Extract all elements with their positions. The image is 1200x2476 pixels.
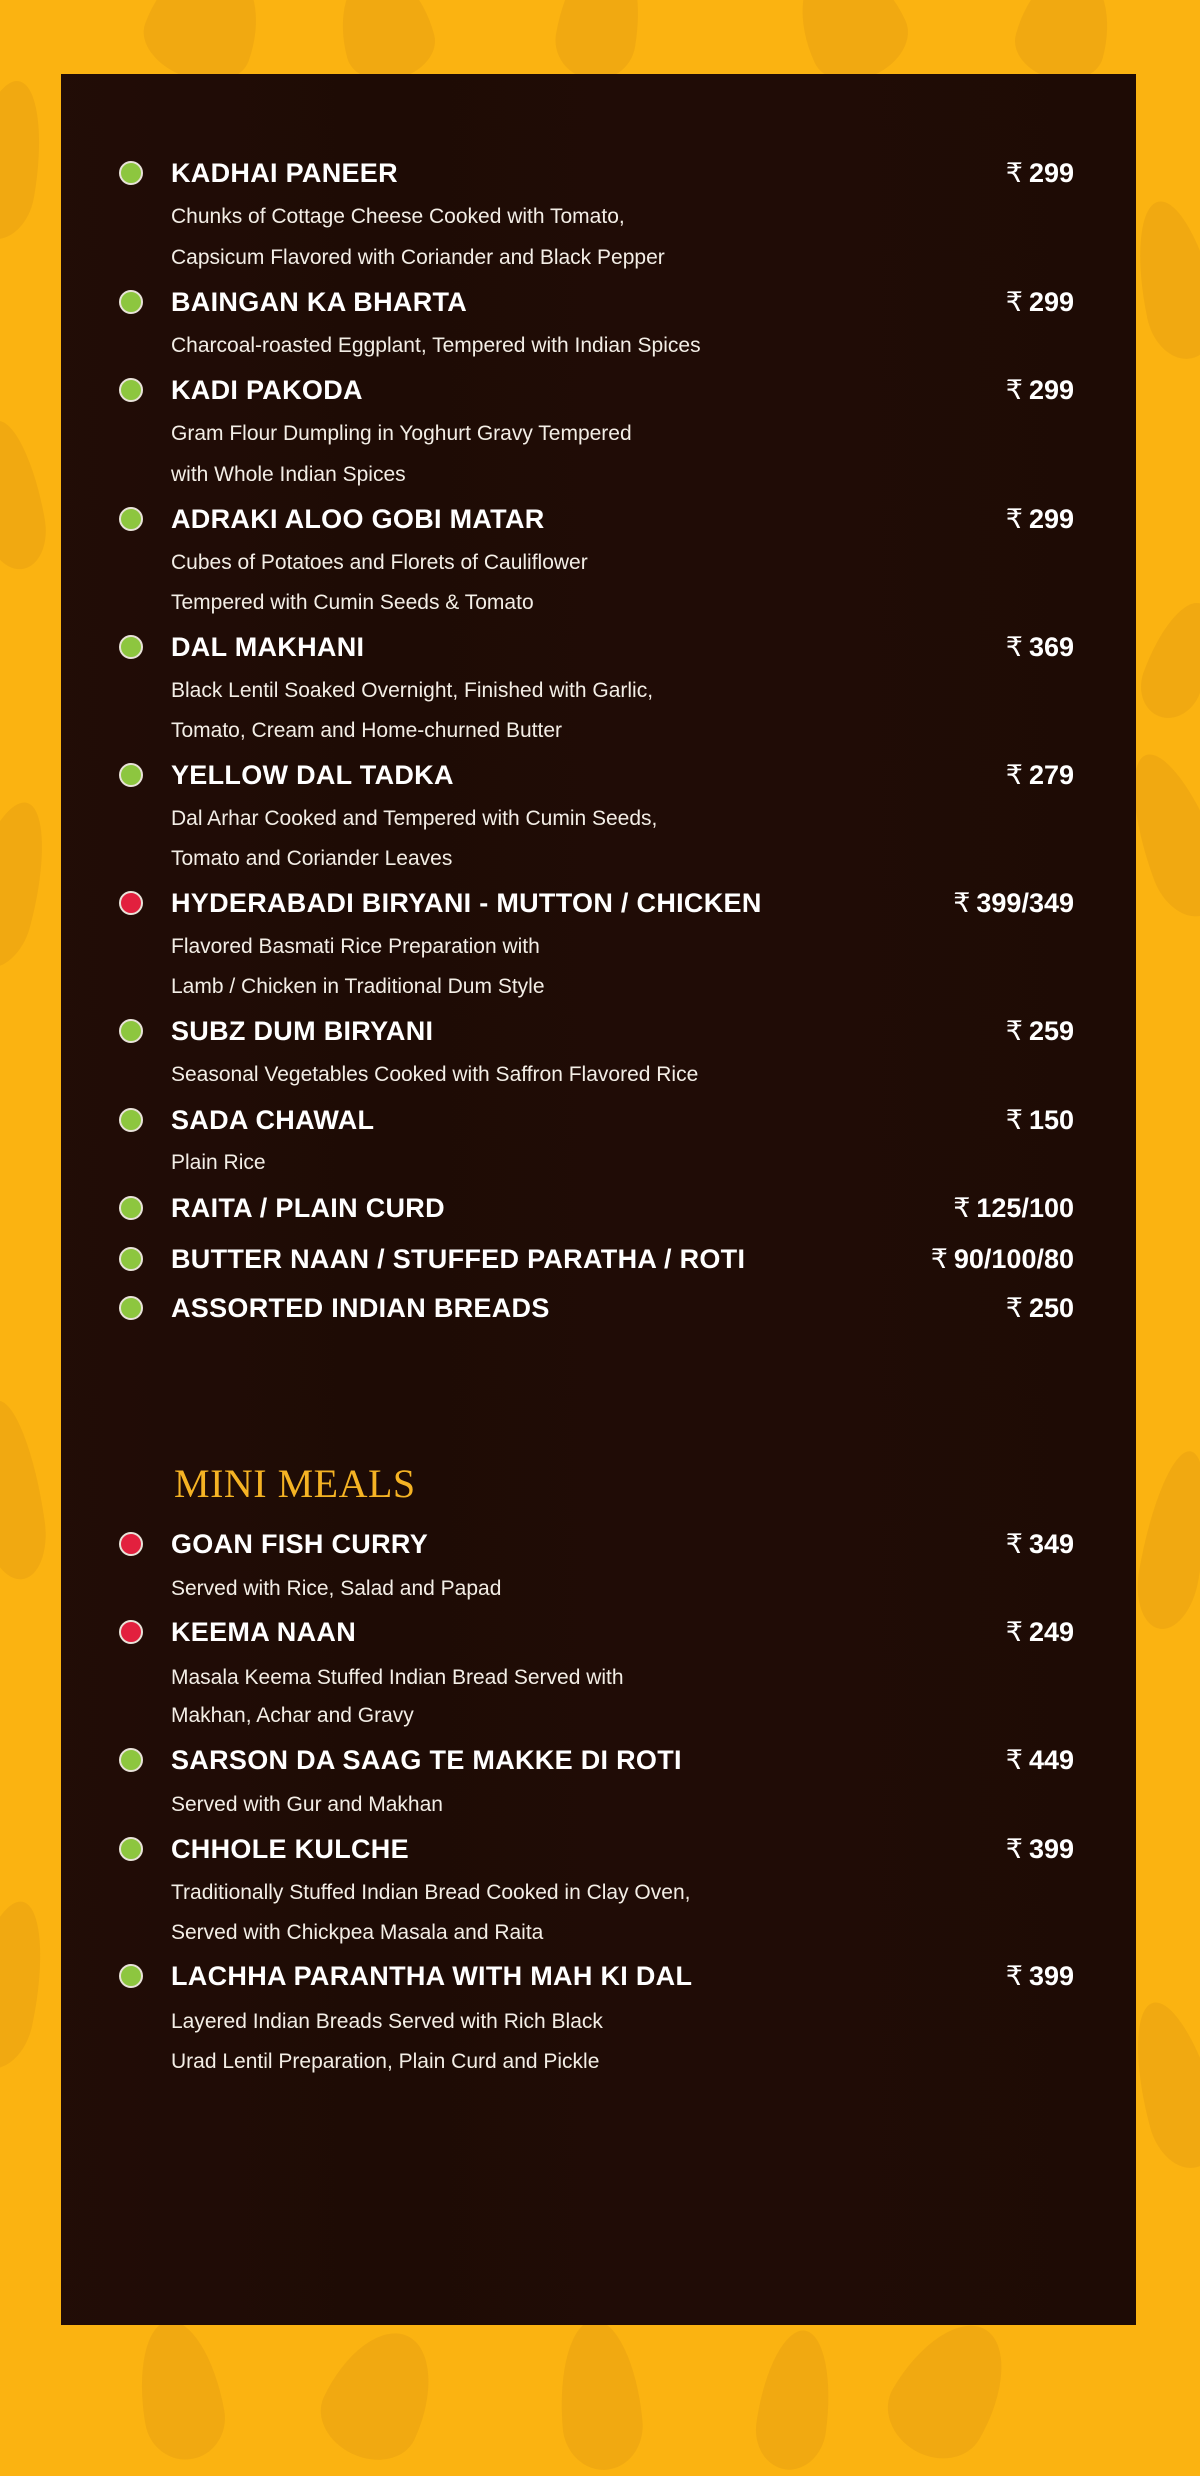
- description-line: Seasonal Vegetables Cooked with Saffron Flavored Rice: [171, 1063, 699, 1086]
- item-price: ₹ 349: [1005, 1529, 1074, 1559]
- item-price: ₹ 249: [1005, 1617, 1074, 1647]
- leaf-decoration: [554, 2317, 647, 2473]
- nonveg-indicator-icon: [119, 1532, 143, 1556]
- leaf-decoration: [307, 2315, 453, 2475]
- item-name: BAINGAN KA BHARTA: [171, 287, 468, 317]
- rupee-icon: ₹: [953, 1193, 971, 1223]
- leaf-decoration: [1131, 593, 1200, 726]
- item-name: SUBZ DUM BIRYANI: [171, 1016, 434, 1046]
- description-line: Gram Flour Dumpling in Yoghurt Gravy Tempered: [171, 422, 632, 445]
- description-line: Black Lentil Soaked Overnight, Finished with Garlic,: [171, 679, 654, 702]
- leaf-decoration: [128, 2314, 231, 2466]
- item-name: LACHHA PARANTHA WITH MAH KI DAL: [171, 1961, 693, 1991]
- item-price: ₹ 399: [1005, 1961, 1074, 1991]
- rupee-icon: ₹: [1005, 632, 1023, 662]
- menu-panel: [61, 74, 1136, 2325]
- rupee-icon: ₹: [930, 1244, 948, 1274]
- leaf-decoration: [751, 2326, 840, 2474]
- description-line: Flavored Basmati Rice Preparation with: [171, 935, 540, 958]
- veg-indicator-icon: [119, 1964, 143, 1988]
- item-name: HYDERABADI BIRYANI - MUTTON / CHICKEN: [171, 888, 762, 918]
- rupee-icon: ₹: [1005, 504, 1023, 534]
- leaf-decoration: [0, 1895, 57, 2076]
- veg-indicator-icon: [119, 635, 143, 659]
- leaf-decoration: [0, 75, 53, 245]
- leaf-decoration: [872, 2304, 1029, 2475]
- description-line: Tomato, Cream and Home-churned Butter: [171, 719, 563, 742]
- description-line: Tempered with Cumin Seeds & Tomato: [171, 591, 534, 614]
- rupee-icon: ₹: [1005, 1745, 1023, 1775]
- rupee-icon: ₹: [1005, 287, 1023, 317]
- item-price: ₹ 90/100/80: [930, 1244, 1074, 1274]
- item-name: YELLOW DAL TADKA: [171, 760, 454, 790]
- rupee-icon: ₹: [1005, 1617, 1023, 1647]
- item-price: ₹ 449: [1005, 1745, 1074, 1775]
- item-price: ₹ 150: [1005, 1105, 1074, 1135]
- veg-indicator-icon: [119, 161, 143, 185]
- description-line: Makhan, Achar and Gravy: [171, 1704, 414, 1727]
- veg-indicator-icon: [119, 1019, 143, 1043]
- veg-indicator-icon: [119, 763, 143, 787]
- item-price: ₹ 299: [1005, 375, 1074, 405]
- rupee-icon: ₹: [1005, 1105, 1023, 1135]
- item-price: ₹ 369: [1005, 632, 1074, 662]
- leaf-decoration: [0, 416, 53, 574]
- description-line: Cubes of Potatoes and Florets of Cauliflower: [171, 551, 588, 574]
- item-name: CHHOLE KULCHE: [171, 1834, 409, 1864]
- item-price: ₹ 259: [1005, 1016, 1074, 1046]
- item-name: KEEMA NAAN: [171, 1617, 356, 1647]
- description-line: Traditionally Stuffed Indian Bread Cooked in Clay Oven,: [171, 1881, 691, 1904]
- item-name: KADI PAKODA: [171, 375, 363, 405]
- rupee-icon: ₹: [1005, 1016, 1023, 1046]
- rupee-icon: ₹: [1005, 760, 1023, 790]
- item-price: ₹ 250: [1005, 1293, 1074, 1323]
- description-line: Lamb / Chicken in Traditional Dum Style: [171, 975, 545, 998]
- veg-indicator-icon: [119, 1837, 143, 1861]
- item-price: ₹ 299: [1005, 287, 1074, 317]
- description-line: Tomato and Coriander Leaves: [171, 847, 453, 870]
- description-line: Served with Chickpea Masala and Raita: [171, 1921, 544, 1944]
- description-line: Masala Keema Stuffed Indian Bread Served with: [171, 1666, 624, 1689]
- item-name: ADRAKI ALOO GOBI MATAR: [171, 504, 545, 534]
- description-line: Served with Gur and Makhan: [171, 1793, 443, 1816]
- veg-indicator-icon: [119, 1247, 143, 1271]
- veg-indicator-icon: [119, 290, 143, 314]
- description-line: Served with Rice, Salad and Papad: [171, 1577, 502, 1600]
- nonveg-indicator-icon: [119, 891, 143, 915]
- veg-indicator-icon: [119, 507, 143, 531]
- rupee-icon: ₹: [953, 888, 971, 918]
- nonveg-indicator-icon: [119, 1620, 143, 1644]
- item-name: KADHAI PANEER: [171, 158, 398, 188]
- rupee-icon: ₹: [1005, 158, 1023, 188]
- item-price: ₹ 125/100: [953, 1193, 1074, 1223]
- item-name: SARSON DA SAAG TE MAKKE DI ROTI: [171, 1745, 682, 1775]
- item-name: RAITA / PLAIN CURD: [171, 1193, 445, 1223]
- item-name: SADA CHAWAL: [171, 1105, 375, 1135]
- rupee-icon: ₹: [1005, 1293, 1023, 1323]
- veg-indicator-icon: [119, 1196, 143, 1220]
- item-price: ₹ 299: [1005, 504, 1074, 534]
- veg-indicator-icon: [119, 1748, 143, 1772]
- veg-indicator-icon: [119, 378, 143, 402]
- description-line: Layered Indian Breads Served with Rich Black: [171, 2010, 603, 2033]
- description-line: Chunks of Cottage Cheese Cooked with Tomato,: [171, 205, 625, 228]
- veg-indicator-icon: [119, 1108, 143, 1132]
- rupee-icon: ₹: [1005, 1834, 1023, 1864]
- item-price: ₹ 279: [1005, 760, 1074, 790]
- rupee-icon: ₹: [1005, 1529, 1023, 1559]
- item-name: ASSORTED INDIAN BREADS: [171, 1293, 550, 1323]
- veg-indicator-icon: [119, 1296, 143, 1320]
- description-line: Capsicum Flavored with Coriander and Black Pepper: [171, 246, 665, 269]
- item-price: ₹ 399/349: [953, 888, 1074, 918]
- item-name: GOAN FISH CURRY: [171, 1529, 429, 1559]
- description-line: with Whole Indian Spices: [171, 463, 406, 486]
- item-price: ₹ 399: [1005, 1834, 1074, 1864]
- leaf-decoration: [0, 794, 61, 976]
- item-name: DAL MAKHANI: [171, 632, 365, 662]
- description-line: Charcoal-roasted Eggplant, Tempered with Indian Spices: [171, 334, 701, 357]
- leaf-decoration: [0, 1397, 52, 1584]
- section-heading-mini-meals: MINI MEALS: [174, 1461, 416, 1506]
- item-name: BUTTER NAAN / STUFFED PARATHA / ROTI: [171, 1244, 746, 1274]
- item-price: ₹ 299: [1005, 158, 1074, 188]
- rupee-icon: ₹: [1005, 1961, 1023, 1991]
- rupee-icon: ₹: [1005, 375, 1023, 405]
- description-line: Plain Rice: [171, 1151, 266, 1174]
- leaf-decoration: [1130, 1446, 1200, 1634]
- description-line: Dal Arhar Cooked and Tempered with Cumin Seeds,: [171, 807, 658, 830]
- description-line: Urad Lentil Preparation, Plain Curd and Pickle: [171, 2050, 600, 2073]
